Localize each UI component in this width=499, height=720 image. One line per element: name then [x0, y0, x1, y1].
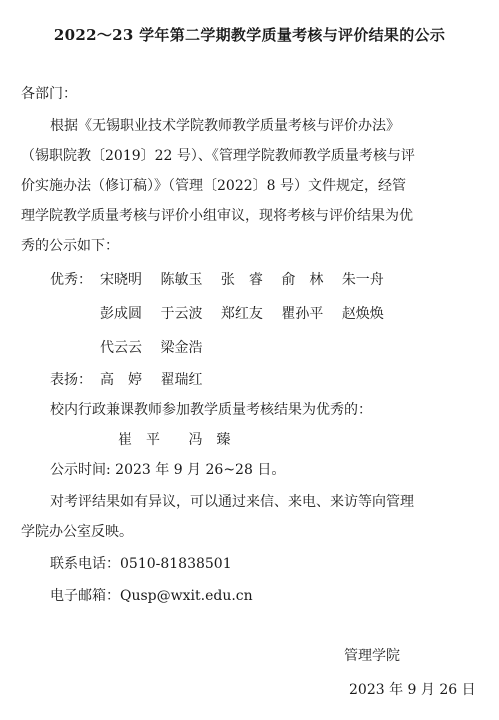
body-line-1: 根据《无锡职业技术学院教师教学质量考核与评价办法》 — [50, 118, 400, 134]
notice-period: 公示时间: 2023 年 9 月 26~28 日。 — [50, 462, 286, 478]
admin-note: 校内行政兼课教师参加教学质量考核结果为优秀的： — [50, 402, 372, 418]
teacher-name: 朱一舟 — [341, 272, 384, 288]
teacher-name: 俞 林 — [281, 272, 324, 288]
teacher-name: 代云云 — [100, 340, 142, 356]
teacher-name: 赵焕焕 — [341, 306, 384, 322]
body-line-3: 价实施办法（修订稿）》（管理〔2022〕8 号）文件规定，经管 — [21, 178, 406, 194]
document-title: 2022～23 学年第二学期教学质量考核与评价结果的公示 — [53, 26, 446, 44]
salutation: 各部门： — [21, 86, 77, 102]
body-line-5: 秀的公示如下： — [21, 238, 119, 254]
teacher-name: 冯 臻 — [188, 432, 231, 448]
contact-email: 电子邮箱：Qusp@wxit.edu.cn — [50, 588, 253, 604]
signature-org: 管理学院 — [344, 648, 400, 664]
excellent-row-3 — [100, 338, 216, 358]
teacher-name: 郑红友 — [220, 306, 263, 322]
teacher-name: 张 睿 — [220, 272, 263, 288]
teacher-name: 于云波 — [160, 306, 203, 322]
objection-line-1: 对考评结果如有异议，可以通过来信、来电、来访等向管理 — [50, 494, 414, 510]
excellent-label: 优秀： — [50, 272, 92, 288]
teacher-name: 宋晓明 — [100, 272, 142, 288]
contact-phone: 联系电话：0510-81838501 — [50, 556, 232, 572]
teacher-name: 崔 平 — [118, 432, 160, 448]
signature-date: 2023 年 9 月 26 日 — [349, 682, 476, 698]
teacher-name: 彭成圆 — [100, 306, 142, 322]
commended-label: 表扬： — [50, 372, 92, 388]
admin-names — [118, 430, 244, 450]
teacher-name: 高 婷 — [100, 372, 142, 388]
excellent-row-1 — [100, 270, 398, 290]
teacher-name: 翟瑞红 — [160, 372, 203, 388]
commended-names — [100, 370, 216, 390]
body-line-4: 理学院教学质量考核与评价小组审议，现将考核与评价结果为优 — [21, 208, 413, 224]
teacher-name: 瞿孙平 — [281, 306, 324, 322]
objection-line-2: 学院办公室反映。 — [21, 524, 133, 540]
teacher-name: 梁金浩 — [160, 340, 203, 356]
excellent-row-2 — [100, 304, 398, 324]
body-line-2: （锡职院教〔2019〕22 号）、《管理学院教师教学质量考核与评 — [21, 148, 415, 164]
teacher-name: 陈敏玉 — [160, 272, 203, 288]
